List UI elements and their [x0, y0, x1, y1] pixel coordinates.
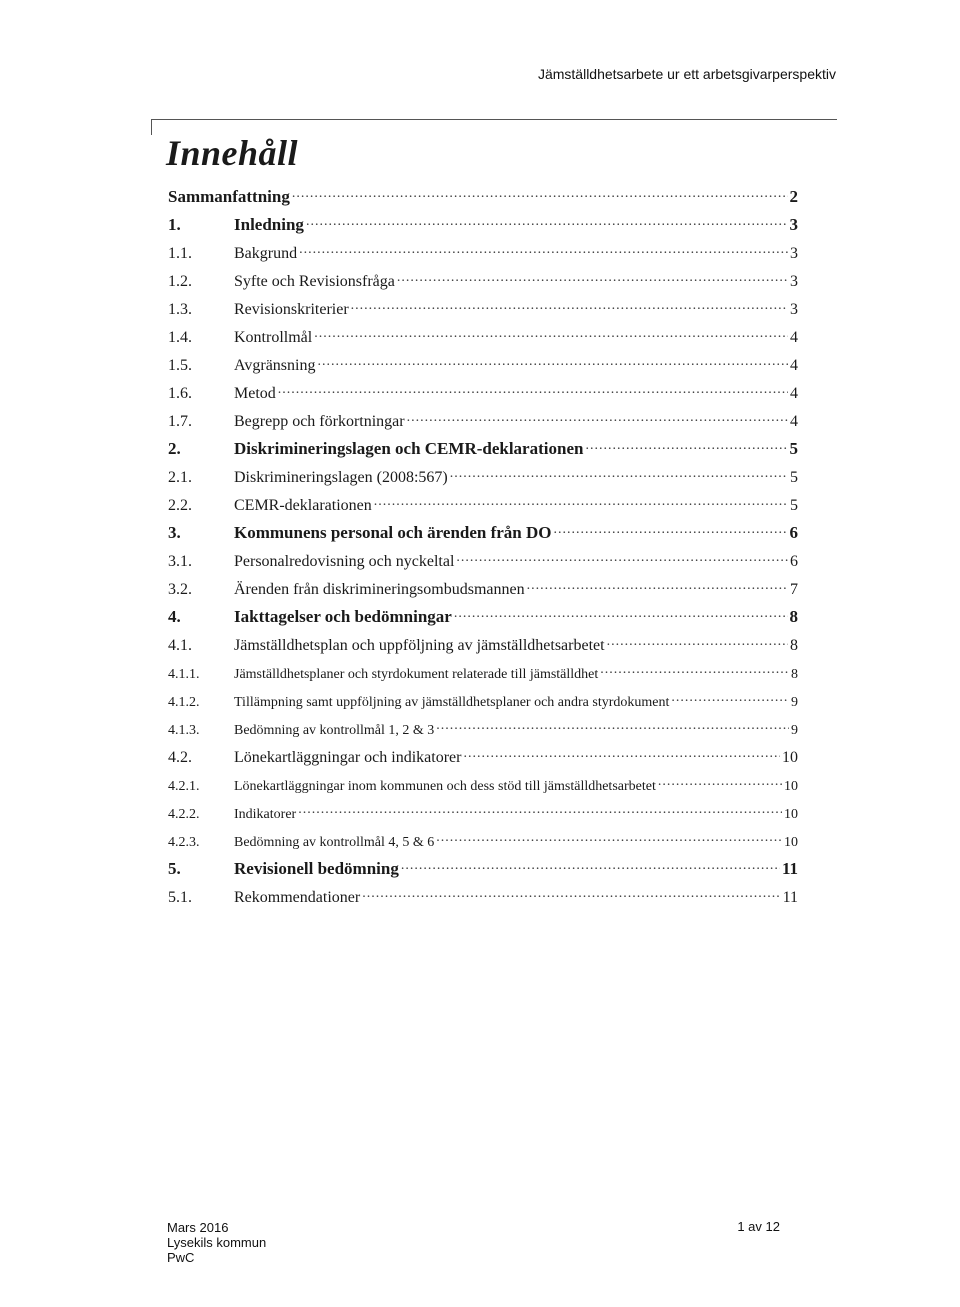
toc-entry-title: Syfte och Revisionsfråga: [234, 273, 395, 290]
toc-entry-title: Kontrollmål: [234, 329, 313, 346]
toc-dot-leader: [600, 662, 789, 678]
toc-entry[interactable]: [168, 522, 798, 550]
toc-entry-page: 5: [790, 497, 798, 514]
toc-entry-number: 5.1.: [168, 889, 192, 906]
table-of-contents: [168, 186, 798, 914]
toc-entry[interactable]: [168, 326, 798, 354]
toc-entry-number: 4.1.: [168, 637, 192, 654]
toc-entry-page: 6: [789, 523, 798, 542]
toc-entry-title: Diskrimineringslagen och CEMR-deklarationen: [234, 439, 584, 458]
toc-entry[interactable]: [168, 242, 798, 270]
toc-entry-title: Lönekartläggningar inom kommunen och dess stöd till jämställdhetsarbetet: [234, 779, 656, 794]
toc-entry[interactable]: [168, 802, 798, 830]
toc-entry-number: 1.5.: [168, 357, 192, 374]
toc-entry-number: 4.1.2.: [168, 695, 200, 710]
header-rule: [151, 119, 837, 120]
toc-entry-number: 4.2.2.: [168, 807, 200, 822]
toc-entry-number: 3.: [168, 523, 181, 542]
toc-entry[interactable]: [168, 774, 798, 802]
toc-entry-page: 8: [791, 667, 798, 682]
toc-entry-title: Lönekartläggningar och indikatorer: [234, 749, 462, 766]
toc-dot-leader: [454, 606, 788, 622]
toc-entry-title: Revisionskriterier: [234, 301, 349, 318]
toc-entry[interactable]: [168, 578, 798, 606]
toc-entry-page: 3: [790, 273, 798, 290]
toc-entry-page: 3: [789, 215, 798, 234]
toc-dot-leader: [278, 382, 788, 398]
toc-entry-page: 8: [789, 607, 798, 626]
toc-dot-leader: [407, 410, 788, 426]
toc-dot-leader: [374, 494, 788, 510]
toc-entry-title: Personalredovisning och nyckeltal: [234, 553, 455, 570]
toc-entry-page: 3: [790, 301, 798, 318]
toc-entry-page: 11: [781, 859, 798, 878]
toc-dot-leader: [436, 830, 782, 846]
toc-entry-number: 2.2.: [168, 497, 192, 514]
toc-entry-title: CEMR-deklarationen: [234, 497, 372, 514]
toc-entry[interactable]: [168, 886, 798, 914]
toc-entry-page: 5: [789, 439, 798, 458]
page-number: 1 av 12: [737, 1219, 780, 1234]
toc-entry-title: Avgränsning: [234, 357, 316, 374]
toc-entry[interactable]: [168, 746, 798, 774]
toc-entry[interactable]: [168, 830, 798, 858]
toc-dot-leader: [292, 186, 788, 202]
toc-dot-leader: [527, 578, 788, 594]
toc-entry[interactable]: [168, 466, 798, 494]
toc-entry-number: 3.2.: [168, 581, 192, 598]
toc-dot-leader: [450, 466, 788, 482]
toc-entry-page: 2: [789, 187, 798, 206]
footer-organization: Lysekils kommun: [167, 1235, 267, 1250]
toc-entry-number: 4.2.: [168, 749, 192, 766]
toc-entry[interactable]: [168, 270, 798, 298]
toc-dot-leader: [671, 690, 789, 706]
toc-entry-number: 5.: [168, 859, 181, 878]
toc-entry-page: 9: [791, 695, 798, 710]
toc-dot-leader: [314, 326, 788, 342]
toc-entry-number: 4.2.1.: [168, 779, 200, 794]
toc-entry[interactable]: [168, 438, 798, 466]
toc-entry-page: 4: [790, 357, 798, 374]
toc-entry-number: 1.7.: [168, 413, 192, 430]
toc-entry-number: 1.3.: [168, 301, 192, 318]
toc-entry-number: 2.1.: [168, 469, 192, 486]
toc-entry-title: Jämställdhetsplan och uppföljning av jämställdhetsarbetet: [234, 637, 605, 654]
toc-dot-leader: [456, 550, 788, 566]
toc-entry-title: Iakttagelser och bedömningar: [234, 607, 452, 626]
toc-entry-title: Inledning: [234, 215, 304, 234]
toc-entry-title: Rekommendationer: [234, 889, 361, 906]
toc-entry-number: 4.1.3.: [168, 723, 200, 738]
toc-entry-page: 10: [782, 749, 798, 766]
running-header-title: Jämställdhetsarbete ur ett arbetsgivarperspektiv: [537, 66, 836, 82]
toc-entry[interactable]: [168, 690, 798, 718]
toc-entry-title: Revisionell bedömning: [234, 859, 399, 878]
toc-entry[interactable]: [168, 298, 798, 326]
toc-entry[interactable]: [168, 858, 798, 886]
toc-entry[interactable]: [168, 718, 798, 746]
toc-entry[interactable]: [168, 354, 798, 382]
toc-dot-leader: [298, 802, 782, 818]
toc-entry-title: Ärenden från diskrimineringsombudsmannen: [234, 581, 525, 598]
toc-entry-page: 10: [784, 779, 798, 794]
toc-entry-number: 4.1.1.: [168, 667, 200, 682]
footer-company: PwC: [167, 1250, 195, 1265]
toc-entry-title: Kommunens personal och ärenden från DO: [234, 523, 552, 542]
toc-dot-leader: [607, 634, 788, 650]
toc-dot-leader: [658, 774, 782, 790]
toc-dot-leader: [436, 718, 789, 734]
toc-entry-page: 10: [784, 835, 798, 850]
toc-entry-title: Sammanfattning: [168, 187, 290, 206]
toc-entry-title: Metod: [234, 385, 276, 402]
toc-entry-title: Bedömning av kontrollmål 4, 5 & 6: [234, 835, 435, 850]
toc-entry-title: Tillämpning samt uppföljning av jämställdhetsplaner och andra styrdokument: [234, 695, 670, 710]
toc-dot-leader: [401, 858, 780, 874]
toc-dot-leader: [463, 746, 780, 762]
toc-entry-page: 4: [790, 413, 798, 430]
toc-entry-page: 6: [790, 553, 798, 570]
toc-entry[interactable]: [168, 410, 798, 438]
toc-entry-title: Begrepp och förkortningar: [234, 413, 405, 430]
toc-dot-leader: [317, 354, 788, 370]
toc-entry[interactable]: [168, 634, 798, 662]
toc-entry[interactable]: [168, 186, 798, 214]
toc-dot-leader: [397, 270, 788, 286]
toc-dot-leader: [585, 438, 787, 454]
toc-entry[interactable]: [168, 662, 798, 690]
toc-dot-leader: [299, 242, 788, 258]
toc-entry-number: 3.1.: [168, 553, 192, 570]
toc-entry-page: 3: [790, 245, 798, 262]
toc-entry[interactable]: [168, 214, 798, 242]
toc-dot-leader: [362, 886, 780, 902]
footer: [167, 1220, 266, 1265]
toc-dot-leader: [306, 214, 788, 230]
toc-entry-title: Bedömning av kontrollmål 1, 2 & 3: [234, 723, 435, 738]
toc-entry-page: 5: [790, 469, 798, 486]
toc-entry-number: 4.2.3.: [168, 835, 200, 850]
toc-entry-page: 7: [790, 581, 798, 598]
toc-entry-number: 2.: [168, 439, 181, 458]
toc-entry-number: 4.: [168, 607, 181, 626]
toc-dot-leader: [351, 298, 788, 314]
toc-entry-title: Diskrimineringslagen (2008:567): [234, 469, 448, 486]
toc-heading: Innehåll: [166, 133, 299, 173]
toc-entry[interactable]: [168, 550, 798, 578]
toc-entry-page: 8: [790, 637, 798, 654]
toc-entry-page: 11: [782, 889, 798, 906]
toc-entry-page: 4: [790, 385, 798, 402]
toc-entry-title: Indikatorer: [234, 807, 297, 822]
toc-entry-title: Jämställdhetsplaner och styrdokument relaterade till jämställdhet: [234, 667, 599, 682]
toc-entry-page: 9: [791, 723, 798, 738]
toc-entry-number: 1.6.: [168, 385, 192, 402]
header-rule-corner: [151, 119, 152, 135]
toc-entry-number: 1.4.: [168, 329, 192, 346]
toc-entry[interactable]: [168, 606, 798, 634]
toc-entry[interactable]: [168, 494, 798, 522]
toc-entry-number: 1.: [168, 215, 181, 234]
toc-entry-page: 4: [790, 329, 798, 346]
toc-dot-leader: [554, 522, 788, 538]
toc-entry-number: 1.2.: [168, 273, 192, 290]
toc-entry-page: 10: [784, 807, 798, 822]
toc-entry-number: 1.1.: [168, 245, 192, 262]
toc-entry[interactable]: [168, 382, 798, 410]
toc-entry-title: Bakgrund: [234, 245, 298, 262]
footer-date: Mars 2016: [167, 1220, 229, 1235]
